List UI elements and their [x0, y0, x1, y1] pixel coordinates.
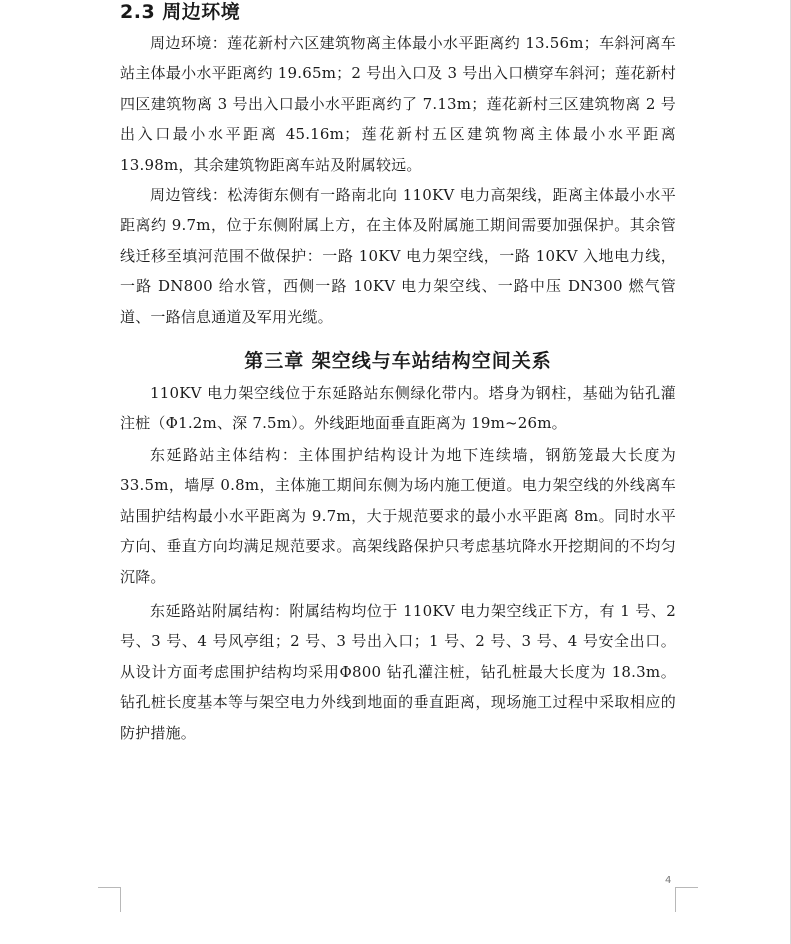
paragraph-surroundings: 周边环境：莲花新村六区建筑物离主体最小水平距离约 13.56m；车斜河离车站主体最小水平距离约 19.65m；2 号出入口及 3 号出入口横穿车斜河；莲花新村四区建筑物离 3 号出入口最小水平距离约了 7.13m；莲花新村三区建筑物离 2 号出入口最小水平距离 45.16m；莲花新村五区建筑物离主体最小水平距离 13.98m，其余建筑物距离车站及附属较远。 — [120, 34, 676, 174]
chapter-title: 第三章 架空线与车站结构空间关系 — [244, 350, 552, 372]
section-heading: 2.3 周边环境 — [120, 1, 241, 23]
margin-corner-mark-right — [675, 887, 698, 912]
paragraph-overhead-line: 110KV 电力架空线位于东延路站东侧绿化带内。塔身为钢柱，基础为钻孔灌注桩（Φ1.2m、深 7.5m）。外线距地面垂直距离为 19m~26m。 — [120, 384, 676, 433]
page-number: 4 — [665, 875, 672, 886]
paragraph-pipelines: 周边管线：松涛街东侧有一路南北向 110KV 电力高架线，距离主体最小水平距离约 9.7m，位于东侧附属上方，在主体及附属施工期间需要加强保护。其余管线迁移至填河范围不做保护：一路 10KV 电力架空线，一路 10KV 入地电力线，一路 DN800 给水管，西侧一路 10KV 电力架空线、一路中压 DN300 燃气管道、一路信息通道及军用光缆。 — [120, 186, 676, 326]
margin-corner-mark-left — [98, 887, 121, 912]
paragraph-main-structure: 东延路站主体结构：主体围护结构设计为地下连续墙，钢筋笼最大长度为 33.5m，墙厚 0.8m，主体施工期间东侧为场内施工便道。电力架空线的外线离车站围护结构最小水平距离为 9.7m，大于规范要求的最小水平距离 8m。同时水平方向、垂直方向均满足规范要求。高架线路保护只考虑基坑降水开挖期间的不均匀沉降。 — [120, 446, 676, 586]
paragraph-auxiliary-structure: 东延路站附属结构：附属结构均位于 110KV 电力架空线正下方，有 1 号、2 号、3 号、4 号风亭组；2 号、3 号出入口；1 号、2 号、3 号、4 号安全出口。从设计方面考虑围护结构均采用Φ800 钻孔灌注桩，钻孔桩最大长度为 18.3m。钻孔桩长度基本等与架空电力外线到地面的垂直距离，现场施工过程中采取相应的防护措施。 — [120, 602, 676, 742]
